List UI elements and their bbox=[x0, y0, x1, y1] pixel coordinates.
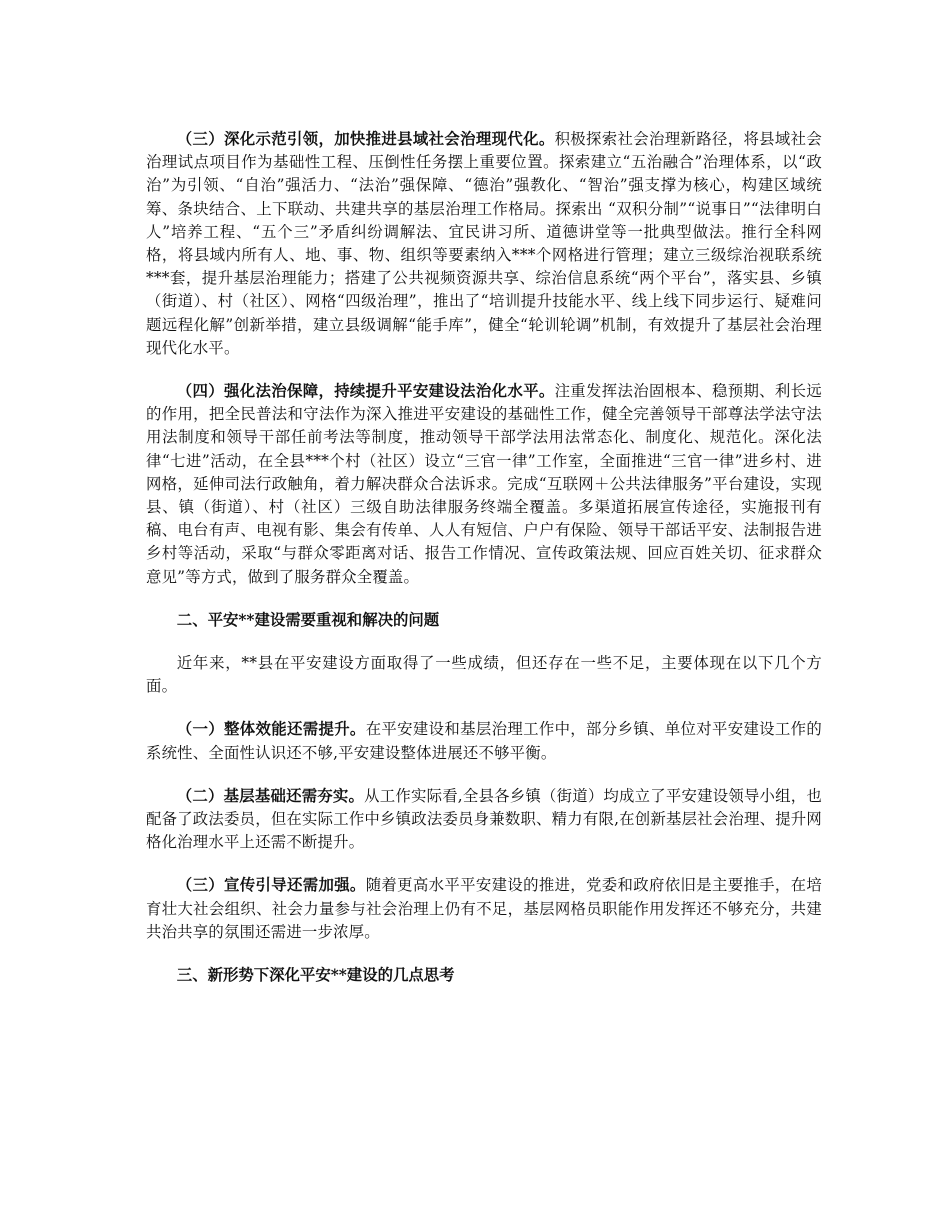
problem-body: 随着更高水平平安建设的推进，党委和政府依旧是主要推手，在培育壮大社会组织、社会力量参与社会治理上仍有不足，基层网格员职能作用发挥还不够充分，共建共治共享的氛围还需进一步浓厚。 bbox=[146, 876, 822, 941]
paragraph-body: 积极探索社会治理新路径，将县域社会治理试点项目作为基础性工程、压倒性任务摆上重要位置。探索建立“五治融合”治理体系，以“政治”为引领、“自治”强活力、“法治”强保障、“德治”强教化、“智治”强支撑为核心，构建区域统筹、条块结合、上下联动、共建共享的基层治理工作格局。探索出 “双积分制”“说事日”“法律明白人”培养工程、“五个三”矛盾纠纷调解法、宜民讲习所、道德讲堂等一批典型做法。推行全科网格，将县域内所有人、地、事、物、组织等要素纳入***个网格进行管理；建立三级综治视联系统***套，提升基层治理能力；搭建了公共视频资源共享、综治信息系统“两个平台”，落实县、乡镇（街道）、村（社区）、网格“四级治理”，推出了“培训提升技能水平、线上线下同步运行、疑难问题远程化解”创新举措，建立县级调解“能手库”，健全“轮训轮调”机制，有效提升了基层社会治理现代化水平。 bbox=[146, 130, 822, 357]
problem-body: 在平安建设和基层治理工作中，部分乡镇、单位对平安建设工作的系统性、全面性认识还不够,平安建设整体进展还不够平衡。 bbox=[146, 720, 822, 762]
paragraph-rural-governance bbox=[146, 128, 822, 360]
paragraph-rule-of-law bbox=[146, 380, 822, 589]
problem-item-foundation bbox=[146, 785, 822, 855]
paragraph-lead: （三）深化示范引领，加快推进县域社会治理现代化。 bbox=[176, 130, 555, 148]
paragraph-body: 注重发挥法治固根本、稳预期、利长远的作用，把全民普法和守法作为深入推进平安建设的基础性工作，健全完善领导干部尊法学法守法用法制度和领导干部任前考法等制度，推动领导干部学法用法常态化、制度化、规范化。深化法律“七进”活动，在全县***个村（社区）设立“三官一律”工作室，全面推进“三官一律”进乡村、进网格，延伸司法行政触角，着力解决群众合法诉求。完成“互联网＋公共法律服务”平台建设，实现县、镇（街道）、村（社区）三级自助法律服务终端全覆盖。多渠道拓展宣传途径，实施报刊有稿、电台有声、电视有影、集会有传单、人人有短信、户户有保险、领导干部话平安、法制报告进乡村等活动，采取“与群众零距离对话、报告工作情况、宣传政策法规、回应百姓关切、征求群众意见”等方式，做到了服务群众全覆盖。 bbox=[146, 382, 822, 586]
problem-item-publicity bbox=[146, 874, 822, 944]
document-page bbox=[146, 128, 822, 1007]
problem-lead: （一）整体效能还需提升。 bbox=[176, 720, 366, 739]
section-heading-thoughts: 三、新形势下深化平安**建设的几点思考 bbox=[176, 966, 455, 985]
section-intro: 近年来，**县在平安建设方面取得了一些成绩，但还存在一些不足，主要体现在以下几个方面。 bbox=[146, 654, 822, 696]
problem-body: 从工作实际看,全县各乡镇（街道）均成立了平安建设领导小组，也配备了政法委员，但在实际工作中乡镇政法委员身兼数职、精力有限,在创新基层社会治理、提升网格化治理水平上还需不断提升。 bbox=[146, 786, 822, 852]
problem-lead: （三）宣传引导还需加强。 bbox=[176, 876, 366, 895]
problem-lead: （二）基层基础还需夯实。 bbox=[176, 786, 365, 805]
section-heading-problems: 二、平安**建设需要重视和解决的问题 bbox=[176, 610, 440, 629]
paragraph-lead: （四）强化法治保障，持续提升平安建设法治化水平。 bbox=[176, 382, 555, 401]
problem-item-efficiency bbox=[146, 718, 822, 764]
